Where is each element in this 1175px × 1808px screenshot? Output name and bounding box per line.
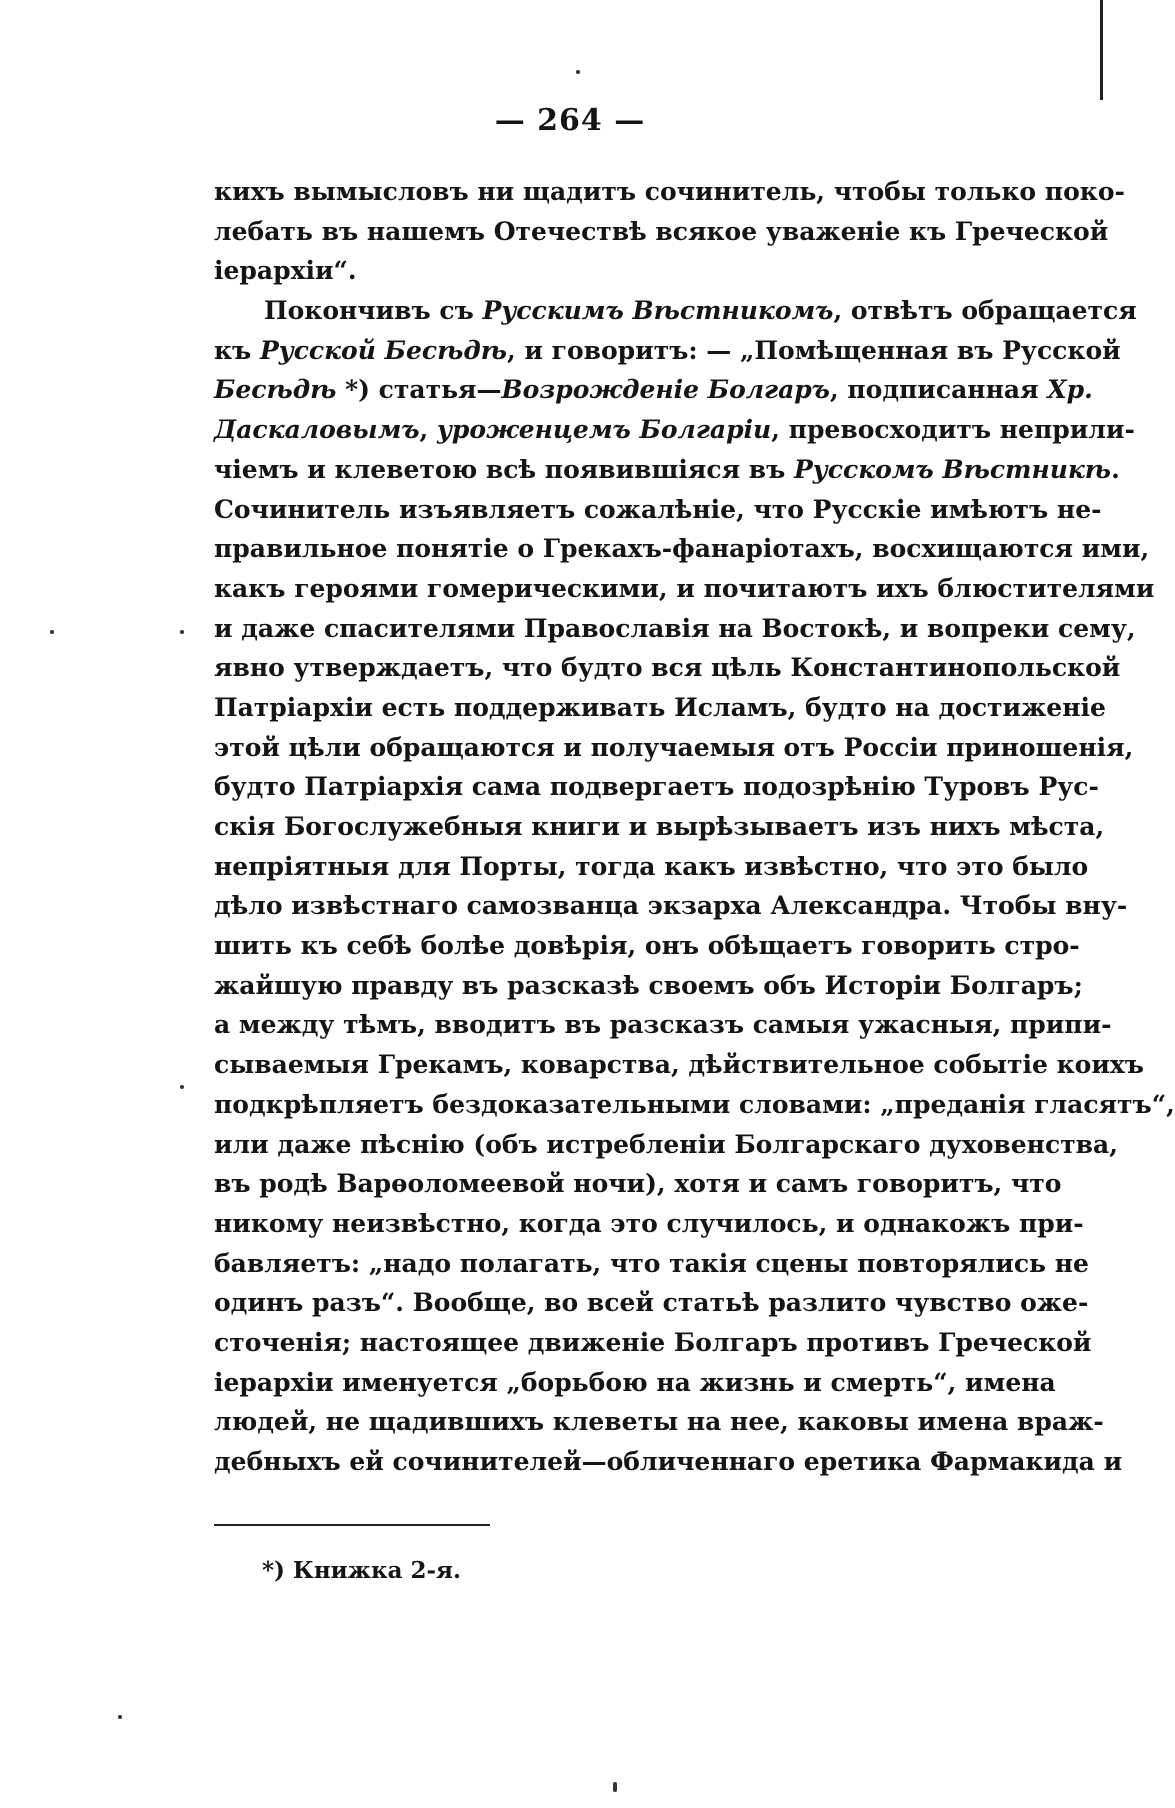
body-text bbox=[214, 172, 1175, 1482]
text-line: къ Русской Бесѣдѣ, и говоритъ: — „Помѣщенная въ Русской bbox=[214, 335, 1121, 365]
text-line: людей, не щадившихъ клеветы на нее, каковы имена враж- bbox=[214, 1407, 1104, 1437]
text-line: непріятныя для Порты, тогда какъ извѣстно, что это было bbox=[214, 851, 1089, 881]
text-line: іерархіи именуется „борьбою на жизнь и смерть“, имена bbox=[214, 1367, 1056, 1397]
text-line: сываемыя Грекамъ, коварства, дѣйствительное событіе коихъ bbox=[214, 1050, 1144, 1080]
speck bbox=[576, 70, 580, 74]
text-line: Даскаловымъ, уроженцемъ Болгаріи, превосходитъ неприли- bbox=[214, 415, 1135, 445]
text-line: какъ героями гомерическими, и почитаютъ ихъ блюстителями bbox=[214, 573, 1155, 603]
speck bbox=[118, 1715, 122, 1719]
text-line: правильное понятіе о Грекахъ-фанаріотахъ, восхищаются ими, bbox=[214, 534, 1150, 564]
text-line: чіемъ и клеветою всѣ появившіяся въ Русскомъ Вѣстникѣ. bbox=[214, 454, 1120, 484]
page-number: — 264 — bbox=[494, 103, 646, 138]
text-line: а между тѣмъ, вводитъ въ разсказъ самыя ужасныя, припи- bbox=[214, 1010, 1112, 1040]
speck bbox=[613, 1782, 617, 1792]
footnote: *) Книжка 2-я. bbox=[262, 1557, 462, 1584]
text-line: бавляетъ: „надо полагать, что такія сцены повторялись не bbox=[214, 1248, 1089, 1278]
text-line: лебать въ нашемъ Отечествѣ всякое уваженіе къ Греческой bbox=[214, 216, 1109, 246]
text-line: будто Патріархія сама подвергаетъ подозрѣнію Туровъ Рус- bbox=[214, 772, 1099, 802]
text-line: Бесѣдѣ *) статья—Возрожденіе Болгаръ, подписанная Хр. bbox=[214, 375, 1093, 405]
text-line: въ родѣ Варѳоломеевой ночи), хотя и самъ говоритъ, что bbox=[214, 1169, 1062, 1199]
text-line: Сочинитель изъявляетъ сожалѣніе, что Русскіе имѣютъ не- bbox=[214, 494, 1102, 524]
text-line: скія Богослужебныя книги и вырѣзываетъ изъ нихъ мѣста, bbox=[214, 812, 1105, 841]
text-line: дѣло извѣстнаго самозванца экзарха Александра. Чтобы вну- bbox=[214, 891, 1128, 921]
speck bbox=[180, 1085, 184, 1089]
text-line: Покончивъ съ Русскимъ Вѣстникомъ, отвѣтъ обращается bbox=[264, 296, 1137, 326]
speck bbox=[180, 630, 184, 634]
text-line: одинъ разъ“. Вообще, во всей статьѣ разлито чувство оже- bbox=[214, 1288, 1089, 1318]
text-line: и даже спасителями Православія на Востокѣ, и вопреки сему, bbox=[214, 613, 1136, 643]
text-line: явно утверждаетъ, что будто вся цѣль Константинопольской bbox=[214, 653, 1121, 683]
text-line: іерархіи“. bbox=[214, 256, 357, 286]
text-line: жайшую правду въ разсказѣ своемъ объ Исторіи Болгаръ; bbox=[214, 970, 1083, 1000]
text-line: или даже пѣснію (объ истребленіи Болгарскаго духовенства, bbox=[214, 1129, 1118, 1159]
text-line: сточенія; настоящее движеніе Болгаръ противъ Греческой bbox=[214, 1327, 1092, 1357]
text-line: никому неизвѣстно, когда это случилось, и однакожъ при- bbox=[214, 1208, 1084, 1238]
text-line: Патріархіи есть поддерживать Исламъ, будто на достиженіе bbox=[214, 692, 1106, 722]
text-line: этой цѣли обращаются и получаемыя отъ Россіи приношенія, bbox=[214, 732, 1134, 762]
text-line: дебныхъ ей сочинителей—обличеннаго еретика Фармакида и bbox=[214, 1447, 1123, 1476]
footnote-divider bbox=[214, 1524, 490, 1526]
text-line: кихъ вымысловъ ни щадитъ сочинитель, чтобы только поко- bbox=[214, 177, 1125, 206]
text-line: шить къ себѣ болѣе довѣрія, онъ обѣщаетъ говорить стро- bbox=[214, 931, 1080, 961]
page-edge-mark bbox=[1100, 0, 1103, 100]
text-line: подкрѣпляетъ бездоказательными словами: „преданія гласятъ“, bbox=[214, 1089, 1175, 1119]
speck bbox=[50, 630, 54, 634]
